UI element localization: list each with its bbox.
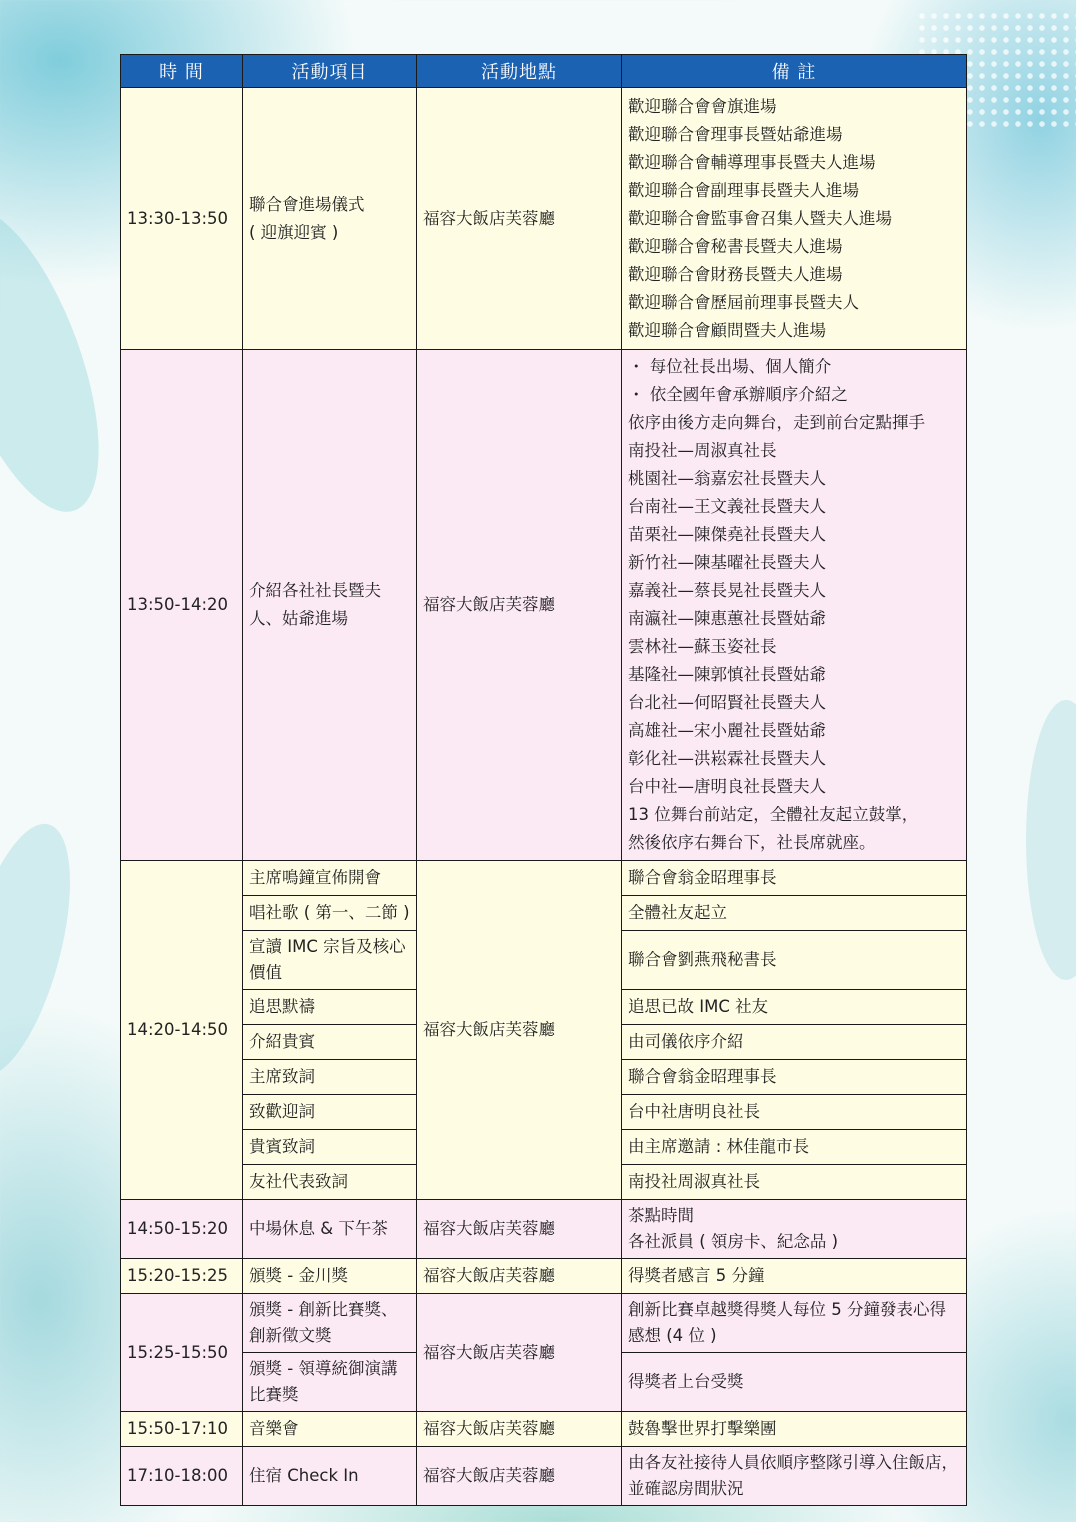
schedule-row xyxy=(121,1447,967,1506)
note-line: 然後依序右舞台下，社長席就座。 xyxy=(628,833,876,852)
place-cell: 福容大飯店芙蓉廳 xyxy=(417,861,622,1200)
schedule-row xyxy=(121,1259,967,1294)
note-line: 歡迎聯合會理事長暨姑爺進場 xyxy=(628,124,843,144)
note-line: 苗栗社—陳傑堯社長暨夫人 xyxy=(628,525,826,544)
header-note: 備 註 xyxy=(622,55,967,88)
note-line: 歡迎聯合會輔導理事長暨夫人進場 xyxy=(628,152,876,172)
place-cell: 福容大飯店芙蓉廳 xyxy=(417,1447,622,1506)
note-cell: 聯合會翁金昭理事長 xyxy=(622,861,967,896)
header-time: 時 間 xyxy=(121,55,243,88)
note-line: ・ 每位社長出場、個人簡介 xyxy=(628,357,832,376)
time-cell: 14:20-14:50 xyxy=(121,861,243,1200)
note-line: 雲林社—蘇玉姿社長 xyxy=(628,637,777,656)
note-line: 歡迎聯合會會旗進場 xyxy=(628,96,777,116)
decorative-petal xyxy=(0,189,131,531)
item-cell: 音樂會 xyxy=(243,1412,417,1447)
note-line: 各社派員 ( 領房卡、紀念品 ) xyxy=(628,1232,839,1251)
note-line: 台北社—何昭賢社長暨夫人 xyxy=(628,693,826,712)
note-cell: 台中社唐明良社長 xyxy=(622,1095,967,1130)
time-cell: 13:30-13:50 xyxy=(121,88,243,350)
note-cell: 得獎者上台受獎 xyxy=(622,1353,967,1412)
item-cell: 主席鳴鐘宣佈開會 xyxy=(243,861,417,896)
note-cell: 由主席邀請 : 林佳龍市長 xyxy=(622,1130,967,1165)
item-cell: 介紹貴賓 xyxy=(243,1025,417,1060)
schedule-row xyxy=(121,861,967,896)
note-cell: 聯合會劉燕飛秘書長 xyxy=(622,931,967,990)
note-cell: 創新比賽卓越獎得獎人每位 5 分鐘發表心得感想 (4 位 ) xyxy=(622,1294,967,1353)
place-cell: 福容大飯店芙蓉廳 xyxy=(417,88,622,350)
note-cell xyxy=(622,350,967,861)
item-line: ( 迎旗迎賓 ) xyxy=(249,222,339,242)
place-cell: 福容大飯店芙蓉廳 xyxy=(417,350,622,861)
note-line: 南瀛社—陳惠蕙社長暨姑爺 xyxy=(628,609,826,628)
item-line: 聯合會進場儀式 xyxy=(249,194,365,214)
header-place: 活動地點 xyxy=(417,55,622,88)
note-line: 依序由後方走向舞台，走到前台定點揮手 xyxy=(628,413,925,432)
item-cell: 中場休息 & 下午茶 xyxy=(243,1200,417,1259)
note-line: 13 位舞台前站定，全體社友起立鼓掌， xyxy=(628,805,919,824)
note-line: 歡迎聯合會歷屆前理事長暨夫人 xyxy=(628,292,859,312)
note-cell: 由各友社接待人員依順序整隊引導入住飯店，並確認房間狀況 xyxy=(622,1447,967,1506)
item-cell: 頒獎 - 創新比賽獎、創新徵文獎 xyxy=(243,1294,417,1353)
place-cell: 福容大飯店芙蓉廳 xyxy=(417,1294,622,1412)
item-cell: 住宿 Check In xyxy=(243,1447,417,1506)
header-item: 活動項目 xyxy=(243,55,417,88)
place-cell: 福容大飯店芙蓉廳 xyxy=(417,1200,622,1259)
decorative-petal xyxy=(1026,700,1076,980)
time-cell: 17:10-18:00 xyxy=(121,1447,243,1506)
note-line: 彰化社—洪崧霖社長暨夫人 xyxy=(628,749,826,768)
time-cell: 15:50-17:10 xyxy=(121,1412,243,1447)
time-cell: 13:50-14:20 xyxy=(121,350,243,861)
note-cell: 由司儀依序介紹 xyxy=(622,1025,967,1060)
note-line: 歡迎聯合會秘書長暨夫人進場 xyxy=(628,236,843,256)
note-cell: 鼓魯擊世界打擊樂團 xyxy=(622,1412,967,1447)
time-cell: 15:20-15:25 xyxy=(121,1259,243,1294)
item-cell xyxy=(243,88,417,350)
time-cell: 15:25-15:50 xyxy=(121,1294,243,1412)
note-line: 桃園社—翁嘉宏社長暨夫人 xyxy=(628,469,826,488)
schedule-table xyxy=(120,54,967,1506)
note-line: 歡迎聯合會顧問暨夫人進場 xyxy=(628,320,826,340)
note-line: 南投社—周淑真社長 xyxy=(628,441,777,460)
place-cell: 福容大飯店芙蓉廳 xyxy=(417,1412,622,1447)
schedule-row xyxy=(121,1412,967,1447)
schedule-row xyxy=(121,88,967,350)
note-line: 歡迎聯合會財務長暨夫人進場 xyxy=(628,264,843,284)
note-line: 嘉義社—蔡長晃社長暨夫人 xyxy=(628,581,826,600)
note-line: 歡迎聯合會監事會召集人暨夫人進場 xyxy=(628,208,892,228)
note-cell: 聯合會翁金昭理事長 xyxy=(622,1060,967,1095)
item-cell: 致歡迎詞 xyxy=(243,1095,417,1130)
time-cell: 14:50-15:20 xyxy=(121,1200,243,1259)
note-cell: 得獎者感言 5 分鐘 xyxy=(622,1259,967,1294)
item-cell: 友社代表致詞 xyxy=(243,1165,417,1200)
place-cell: 福容大飯店芙蓉廳 xyxy=(417,1259,622,1294)
note-line: 新竹社—陳基曜社長暨夫人 xyxy=(628,553,826,572)
item-cell: 頒獎 - 領導統御演講比賽獎 xyxy=(243,1353,417,1412)
note-line: 基隆社—陳郭慎社長暨姑爺 xyxy=(628,665,826,684)
decorative-petal xyxy=(0,813,92,1087)
note-line: ・ 依全國年會承辦順序介紹之 xyxy=(628,385,848,404)
note-cell xyxy=(622,88,967,350)
note-line: 台中社—唐明良社長暨夫人 xyxy=(628,777,826,796)
item-cell: 追思默禱 xyxy=(243,990,417,1025)
note-cell xyxy=(622,1200,967,1259)
note-line: 高雄社—宋小麗社長暨姑爺 xyxy=(628,721,826,740)
item-cell: 貴賓致詞 xyxy=(243,1130,417,1165)
note-line: 台南社—王文義社長暨夫人 xyxy=(628,497,826,516)
item-cell: 介紹各社社長暨夫人、姑爺進場 xyxy=(243,350,417,861)
note-line: 茶點時間 xyxy=(628,1206,694,1225)
schedule-row xyxy=(121,1294,967,1353)
note-cell: 追思已故 IMC 社友 xyxy=(622,990,967,1025)
item-cell: 唱社歌 ( 第一、二節 ) xyxy=(243,896,417,931)
item-cell: 宣讀 IMC 宗旨及核心價值 xyxy=(243,931,417,990)
note-cell: 全體社友起立 xyxy=(622,896,967,931)
header-row xyxy=(121,55,967,88)
item-cell: 頒獎 - 金川獎 xyxy=(243,1259,417,1294)
note-line: 歡迎聯合會副理事長暨夫人進場 xyxy=(628,180,859,200)
note-cell: 南投社周淑真社長 xyxy=(622,1165,967,1200)
item-cell: 主席致詞 xyxy=(243,1060,417,1095)
schedule-row xyxy=(121,350,967,861)
schedule-row xyxy=(121,1200,967,1259)
